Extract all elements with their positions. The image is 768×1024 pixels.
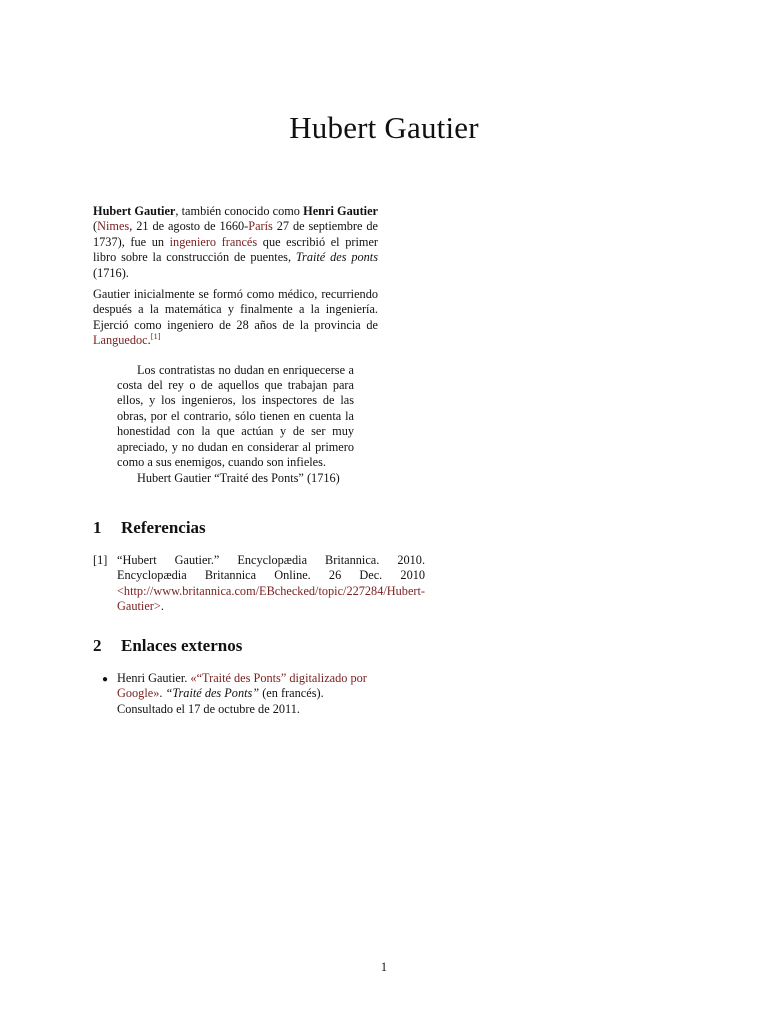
section-title: Enlaces externos bbox=[121, 636, 243, 655]
references-list bbox=[93, 553, 426, 615]
quote-attribution: Hubert Gautier “Traité des Ponts” (1716) bbox=[137, 470, 340, 485]
career-text: . bbox=[147, 333, 151, 348]
external-link-text: Henri Gautier. bbox=[117, 671, 191, 685]
book-title: Traité des ponts bbox=[295, 250, 378, 265]
article-body bbox=[93, 204, 378, 486]
reference-label: [1] bbox=[93, 553, 108, 567]
link-languedoc[interactable]: Languedoc bbox=[93, 333, 148, 348]
section-heading-enlaces-externos bbox=[93, 636, 242, 656]
reference-text: . bbox=[160, 599, 164, 614]
page-number: 1 bbox=[380, 960, 388, 974]
career-paragraph bbox=[93, 287, 378, 349]
page-title: Hubert Gautier bbox=[289, 110, 479, 145]
alternate-name: Henri Gautier bbox=[303, 204, 378, 218]
external-link-text: (en francés). Consultado el 17 de octubre de 2011. bbox=[117, 686, 324, 716]
intro-text: , también conocido como bbox=[175, 204, 304, 218]
subject-name: Hubert Gautier bbox=[93, 204, 176, 218]
section-number: 1 bbox=[93, 518, 102, 537]
link-paris[interactable]: París bbox=[248, 219, 273, 234]
bullet-icon: ● bbox=[101, 674, 109, 685]
external-link-text: . bbox=[159, 686, 166, 701]
section-title: Referencias bbox=[121, 518, 206, 537]
link-ingeniero-frances[interactable]: ingeniero francés bbox=[169, 234, 258, 249]
external-links-list bbox=[93, 671, 378, 717]
link-nimes[interactable]: Nimes bbox=[97, 219, 130, 234]
intro-text: ( bbox=[93, 219, 98, 234]
intro-text: (1716). bbox=[93, 265, 129, 280]
section-number: 2 bbox=[93, 636, 102, 655]
intro-paragraph bbox=[93, 204, 378, 281]
reference-item bbox=[93, 553, 426, 615]
reference-text: “Hubert Gautier.” Encyclopædia Britannica. 2010. Encyclopædia Britannica Online. 26 Dec. 2010 bbox=[117, 553, 426, 583]
intro-text: que escribió el primer libro sobre la construcción de puentes, bbox=[93, 234, 378, 265]
external-link-traite[interactable]: «“Traité des Ponts” digitalizado por Google» bbox=[117, 671, 367, 701]
reference-body bbox=[117, 553, 425, 615]
reference-url-link[interactable]: <http://www.britannica.com/EBchecked/topic/227284/Hubert-Gautier> bbox=[117, 583, 426, 614]
citation-link[interactable]: [1] bbox=[150, 331, 161, 342]
external-link-body bbox=[117, 671, 378, 717]
intro-text: , 21 de agosto de 1660- bbox=[129, 219, 249, 234]
list-item bbox=[93, 671, 378, 717]
intro-text: 27 de septiembre de 1737), fue un bbox=[93, 219, 379, 249]
career-text: Gautier inicialmente se formó como médico, recurriendo después a la matemática y finalmente a la ingeniería. Ejerció como ingeniero de 28 años de la provincia de bbox=[93, 287, 378, 332]
block-quote: Los contratistas no dudan en enriquecerse a costa del rey o de aquellos que trabajan para ellos, y los ingenieros, los inspectores de las obras, por el contrario, sólo tienen en cuenta la honestidad con la que actúan y de ser muy apreciado, y no dudan en considerar al primero como a sus enemigos, cuando son infieles. bbox=[117, 362, 354, 470]
section-heading-referencias bbox=[93, 518, 206, 538]
external-link-title: “Traité des Ponts” bbox=[165, 686, 260, 701]
